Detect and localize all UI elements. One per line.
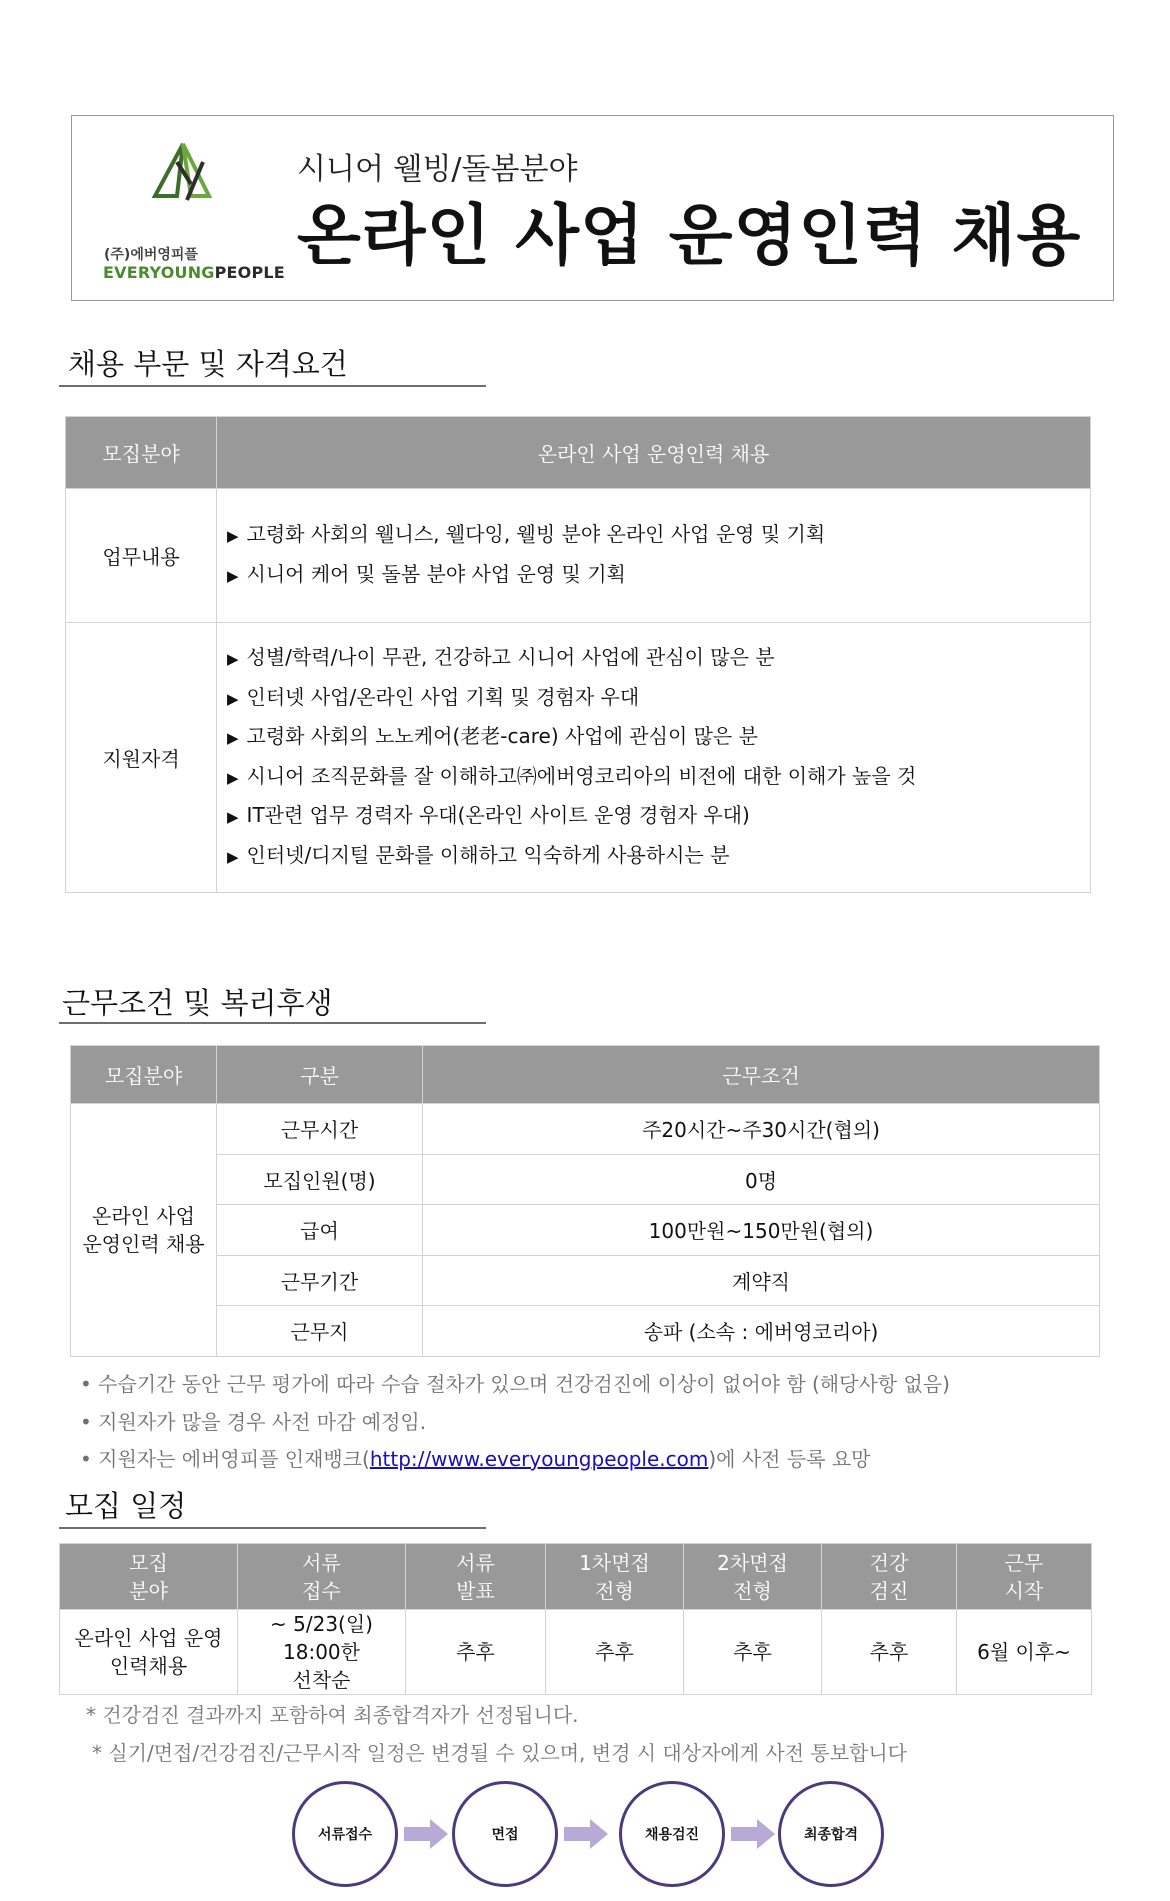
row-label-qualifications: 지원자격 <box>66 623 217 893</box>
header-line: 접수 <box>302 1578 341 1603</box>
company-name-en-part2: PEOPLE <box>214 263 285 282</box>
list-item-text: 고령화 사회의 웰니스, 웰다잉, 웰빙 분야 온라인 사업 운영 및 기획 <box>246 522 826 546</box>
company-name-en <box>103 263 285 282</box>
list-item <box>227 639 1090 679</box>
list-item <box>227 758 1090 798</box>
field-cell <box>71 1104 217 1357</box>
header-cell-field: 모집분야 <box>71 1046 217 1104</box>
flow-step-final: 최종합격 <box>778 1781 884 1887</box>
note-line: * 실기/면접/건강검진/근무시작 일정은 변경될 수 있으며, 변경 시 대상자에게 사전 통보합니다 <box>92 1741 907 1765</box>
category-cell: 모집인원(명) <box>217 1154 423 1205</box>
header-line: 시작 <box>1004 1578 1044 1603</box>
category-cell: 근무기간 <box>217 1255 423 1306</box>
table-row <box>71 1205 1100 1256</box>
list-item <box>227 797 1090 837</box>
header-cell-condition: 근무조건 <box>423 1046 1100 1104</box>
list-item-text: 인터넷 사업/온라인 사업 기획 및 경험자 우대 <box>246 684 640 709</box>
table-row <box>71 1154 1100 1205</box>
list-item-text: 고령화 사회의 노노케어(老老-care) 사업에 관심이 많은 분 <box>246 724 758 748</box>
list-item <box>227 516 1090 556</box>
section-heading-schedule: 모집 일정 <box>65 1489 187 1523</box>
header-line: 검진 <box>869 1578 909 1603</box>
header-cell <box>60 1544 238 1610</box>
flow-step-document: 서류접수 <box>292 1781 398 1887</box>
list-item <box>227 718 1090 758</box>
header-cell-field: 모집분야 <box>66 417 217 489</box>
header-line: 2차면접 <box>717 1550 788 1575</box>
header-cell-value: 온라인 사업 운영인력 채용 <box>217 417 1091 489</box>
header-card <box>71 115 1114 301</box>
bullet-arrow-icon: ▶ <box>227 847 239 866</box>
bullet-arrow-icon: ▶ <box>227 729 239 747</box>
table-header-row <box>71 1046 1100 1104</box>
table-row <box>71 1255 1100 1306</box>
field-line-2: 운영인력 채용 <box>82 1231 205 1256</box>
list-item-text: 성별/학력/나이 무관, 건강하고 시니어 사업에 관심이 많은 분 <box>246 645 775 669</box>
schedule-interview2-cell: 추후 <box>684 1610 822 1695</box>
table-row <box>60 1610 1092 1695</box>
cell-line: 온라인 사업 운영 <box>74 1626 223 1650</box>
condition-cell: 송파 (소속 : 에버영코리아) <box>423 1306 1100 1357</box>
everyoung-leaf-logo-icon <box>147 140 225 208</box>
header-line: 서류 <box>302 1550 341 1575</box>
section-heading-requirements: 채용 부문 및 자격요건 <box>68 347 348 381</box>
schedule-interview1-cell: 추후 <box>546 1610 684 1695</box>
schedule-health-cell: 추후 <box>822 1610 957 1695</box>
list-item-text: 인터넷/디지털 문화를 이해하고 익숙하게 사용하시는 분 <box>246 842 730 867</box>
qualifications-list <box>217 639 1090 876</box>
company-name-en-part1: EVERYOUNG <box>103 263 215 282</box>
table-row <box>71 1104 1100 1155</box>
condition-cell: 100만원~150만원(협의) <box>423 1205 1100 1256</box>
field-line-1: 온라인 사업 <box>92 1203 195 1228</box>
flow-step-interview: 면접 <box>452 1781 558 1887</box>
header-line: 발표 <box>456 1578 495 1603</box>
talent-bank-link[interactable]: http://www.everyoungpeople.com <box>369 1447 709 1471</box>
list-item <box>227 837 1090 877</box>
note-line <box>80 1441 950 1479</box>
section-rule <box>59 385 486 387</box>
list-item-text: 시니어 케어 및 돌봄 분야 사업 운영 및 기획 <box>246 561 626 586</box>
note-line: • 수습기간 동안 근무 평가에 따라 수습 절차가 있으며 건강검진에 이상이 없어야 함 (해당사항 없음) <box>80 1372 950 1396</box>
cell-line: ~ 5/23(일) <box>270 1612 373 1636</box>
header-line: 근무 <box>1004 1550 1044 1575</box>
cell-line: 선착순 <box>292 1668 351 1692</box>
note-prefix: • 지원자는 에버영피플 인재뱅크( <box>80 1447 370 1471</box>
header-subtitle: 시니어 웰빙/돌봄분야 <box>297 152 578 187</box>
list-item-text: IT관련 업무 경력자 우대(온라인 사이트 운영 경험자 우대) <box>246 803 750 827</box>
header-title: 온라인 사업 운영인력 채용 <box>297 197 1082 274</box>
arrow-right-icon <box>564 1819 608 1849</box>
company-name-ko: (주)에버영피플 <box>104 247 198 263</box>
schedule-doc-result-cell: 추후 <box>406 1610 546 1695</box>
list-item-text: 시니어 조직문화를 잘 이해하고㈜에버영코리아의 비전에 대한 이해가 높을 것 <box>246 763 917 788</box>
schedule-table <box>59 1543 1092 1695</box>
duties-cell <box>217 489 1091 623</box>
conditions-table <box>70 1045 1100 1357</box>
bullet-arrow-icon: ▶ <box>227 566 239 585</box>
requirements-table <box>65 416 1091 893</box>
schedule-field-cell <box>60 1610 238 1695</box>
condition-cell: 0명 <box>423 1154 1100 1205</box>
header-cell-category: 구분 <box>217 1046 423 1104</box>
header-line: 1차면접 <box>579 1550 650 1575</box>
section-heading-conditions: 근무조건 및 복리후생 <box>62 986 333 1020</box>
header-cell <box>957 1544 1092 1610</box>
flow-step-health-check: 채용검진 <box>619 1781 725 1887</box>
note-line: • 지원자가 많을 경우 사전 마감 예정임. <box>80 1409 427 1434</box>
note-line: * 건강검진 결과까지 포함하여 최종합격자가 선정됩니다. <box>86 1703 579 1727</box>
bullet-arrow-icon: ▶ <box>227 650 239 668</box>
category-cell: 근무시간 <box>217 1104 423 1155</box>
header-line: 서류 <box>456 1550 495 1575</box>
header-line: 전형 <box>733 1578 772 1603</box>
note-suffix: )에 사전 등록 요망 <box>708 1447 871 1471</box>
schedule-start-cell: 6월 이후~ <box>957 1610 1092 1695</box>
condition-cell: 계약직 <box>423 1255 1100 1306</box>
header-cell <box>546 1544 684 1610</box>
header-line: 건강 <box>869 1550 909 1575</box>
cell-line: 18:00한 <box>283 1640 360 1664</box>
header-cell <box>684 1544 822 1610</box>
table-header-row <box>60 1544 1092 1610</box>
header-cell <box>238 1544 406 1610</box>
row-label-duties: 업무내용 <box>66 489 217 623</box>
bullet-arrow-icon: ▶ <box>227 808 239 826</box>
schedule-doc-cell <box>238 1610 406 1695</box>
category-cell: 근무지 <box>217 1306 423 1357</box>
section-rule <box>59 1022 486 1024</box>
list-item <box>227 556 1090 596</box>
table-row <box>66 489 1091 623</box>
cell-line: 인력채용 <box>109 1654 188 1678</box>
duties-list <box>217 516 1090 595</box>
conditions-notes <box>80 1366 950 1479</box>
table-row <box>71 1306 1100 1357</box>
arrow-right-icon <box>404 1819 448 1849</box>
header-line: 분야 <box>129 1578 168 1603</box>
bullet-arrow-icon: ▶ <box>227 768 239 787</box>
header-line: 모집 <box>129 1550 168 1575</box>
qualifications-cell <box>217 623 1091 893</box>
bullet-arrow-icon: ▶ <box>227 689 239 708</box>
table-header-row <box>66 417 1091 489</box>
header-line: 전형 <box>595 1578 634 1603</box>
bullet-arrow-icon: ▶ <box>227 527 239 545</box>
header-cell <box>822 1544 957 1610</box>
arrow-right-icon <box>731 1819 775 1849</box>
schedule-notes <box>86 1696 907 1772</box>
list-item <box>227 679 1090 719</box>
section-rule <box>59 1527 486 1529</box>
category-cell: 급여 <box>217 1205 423 1256</box>
table-row <box>66 623 1091 893</box>
condition-cell: 주20시간~주30시간(협의) <box>423 1104 1100 1155</box>
header-cell <box>406 1544 546 1610</box>
